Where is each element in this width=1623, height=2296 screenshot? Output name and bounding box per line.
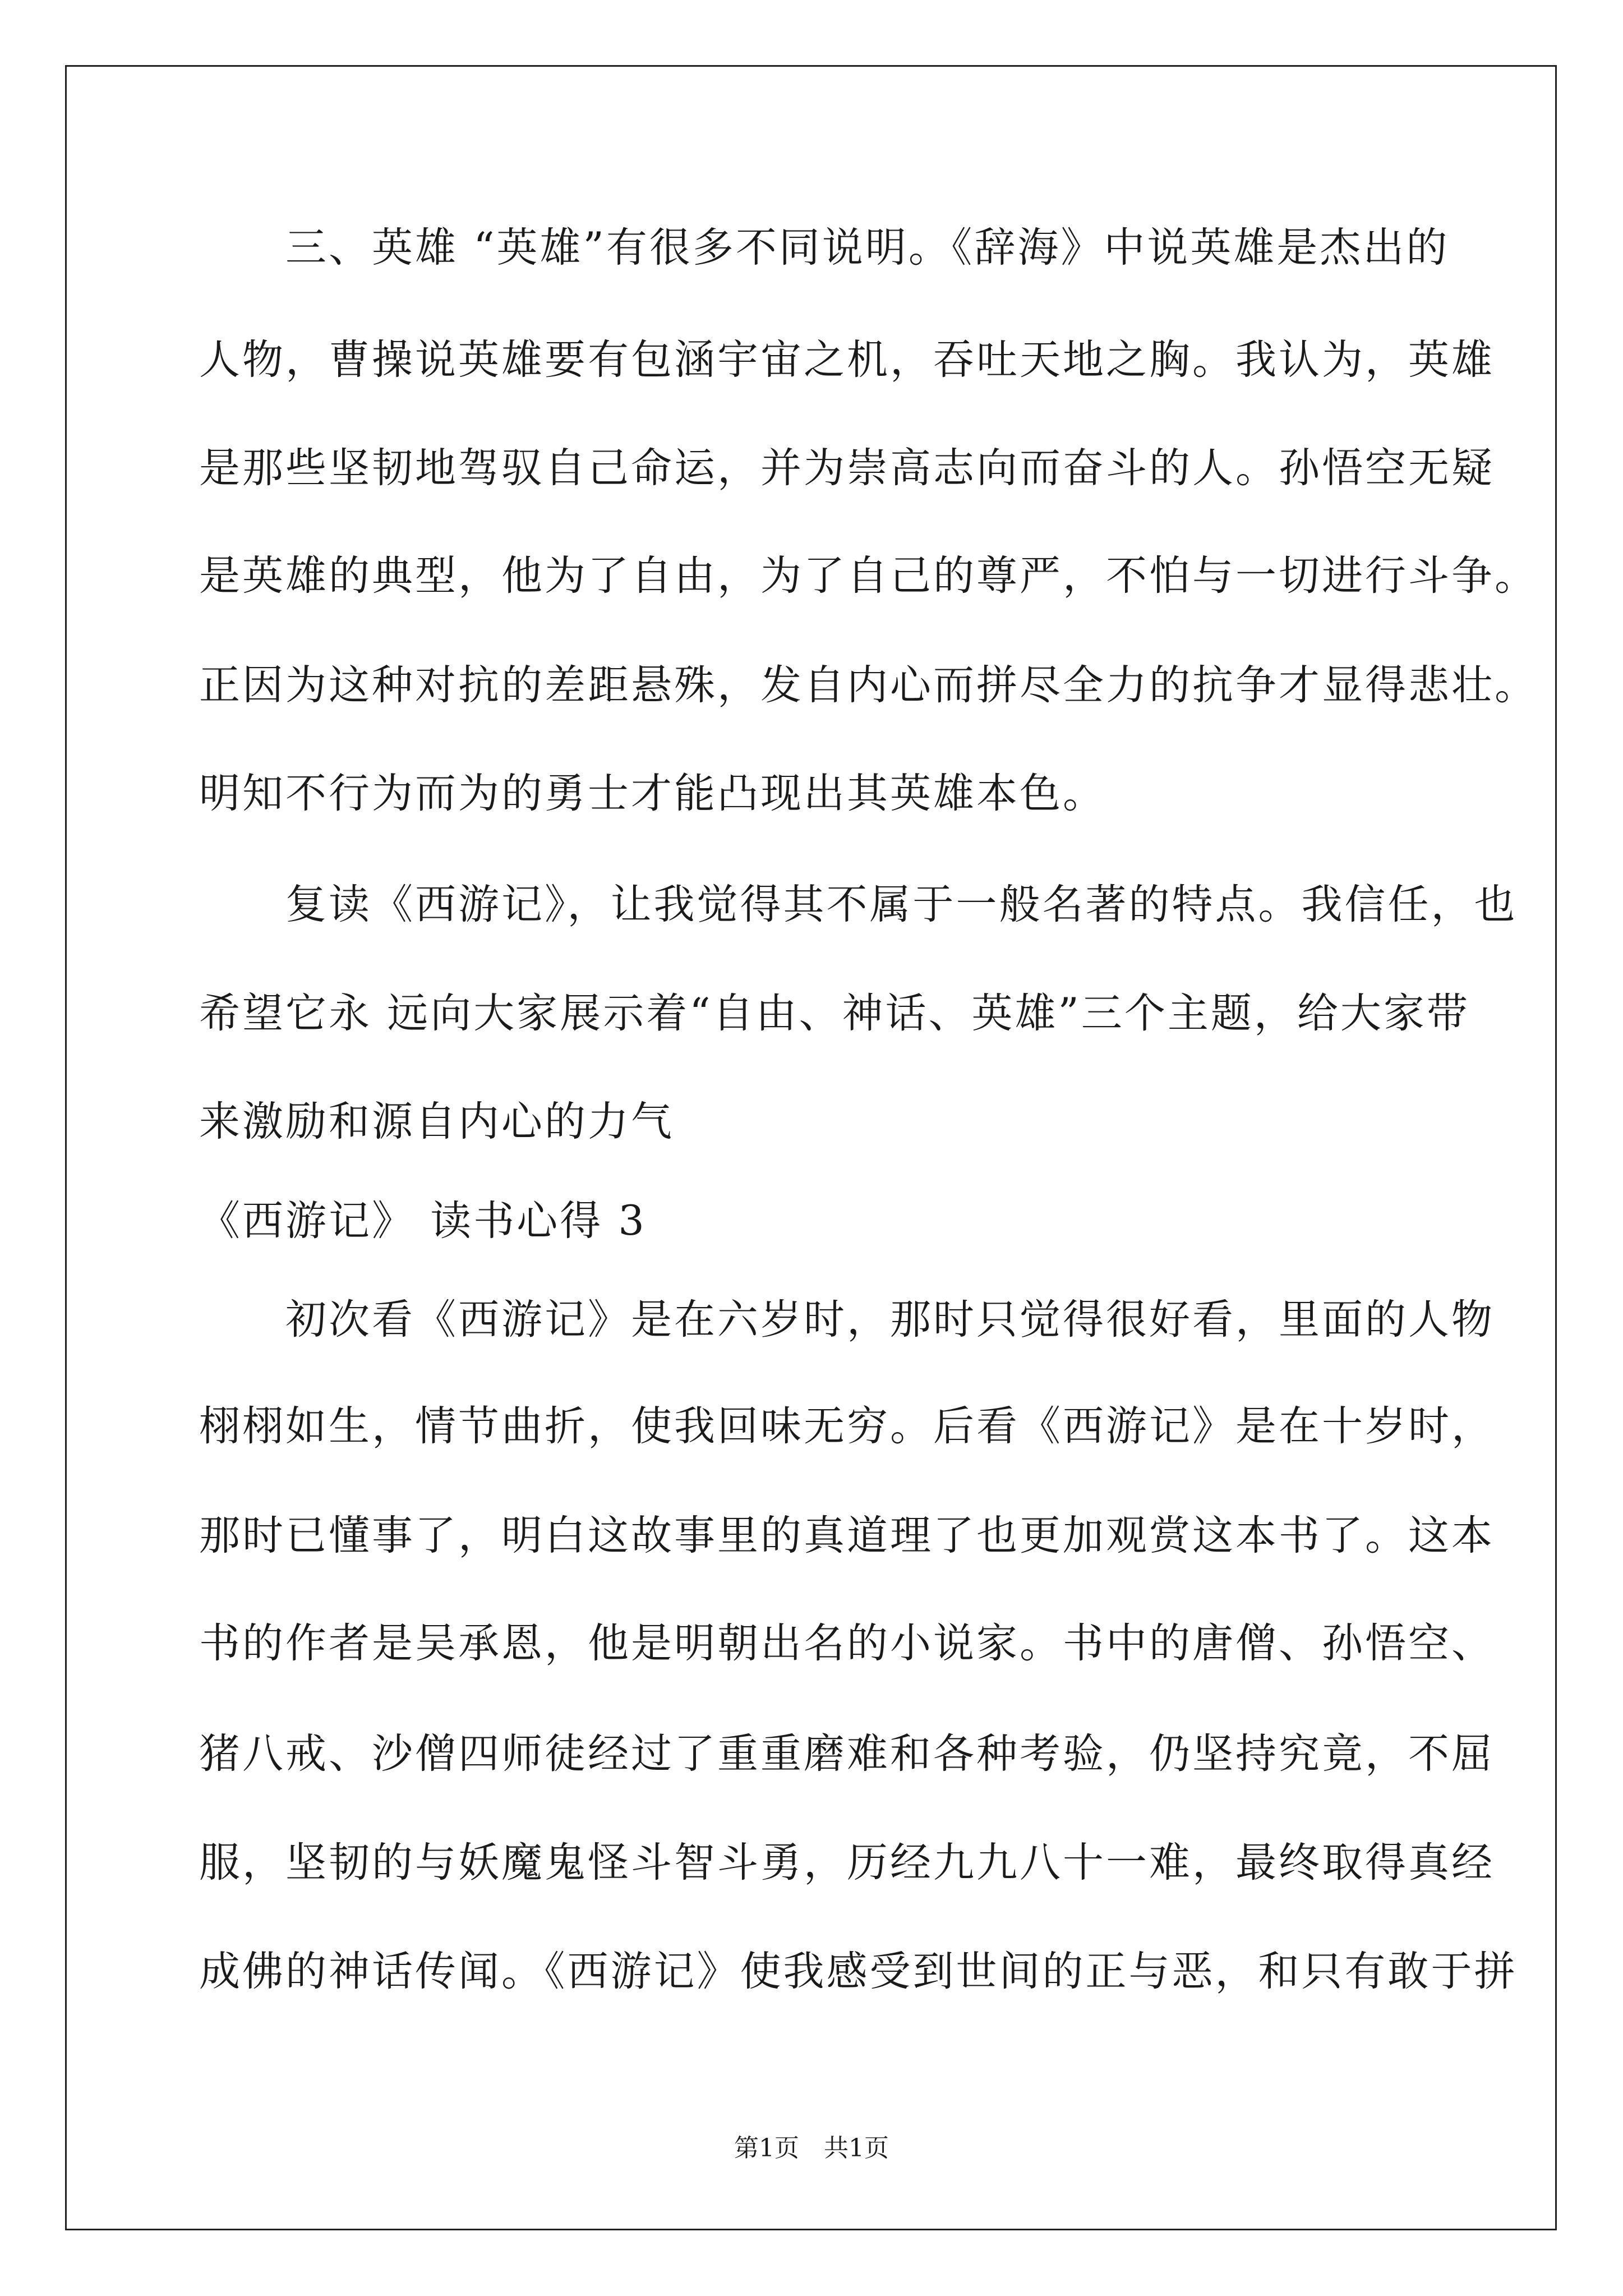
text-line: 来激励和源自内心的力气	[199, 1098, 674, 1145]
text-line: 明知不行为而为的勇士才能凸现出其英雄本色。	[199, 770, 1106, 817]
text-line: 三、英雄 “英雄”有很多不同说明。《辞海》中说英雄是杰出的	[199, 224, 1450, 272]
text-line: 是英雄的典型，他为了自由，为了自己的尊严，不怕与一切进行斗争。	[199, 552, 1538, 600]
text-line: 是那些坚韧地驾驭自己命运，并为崇高志向而奋斗的人。孙悟空无疑	[199, 444, 1495, 492]
text-line: 复读《西游记》，让我觉得其不属于一般名著的特点。我信任，也	[199, 881, 1518, 928]
text-line: 栩栩如生，情节曲折，使我回味无穷。后看《西游记》是在十岁时，	[199, 1402, 1495, 1450]
text-line: 书的作者是吴承恩，他是明朝出名的小说家。书中的唐僧、孙悟空、	[199, 1619, 1495, 1667]
text-line: 希望它永 远向大家展示着“自由、神话、英雄”三个主题，给大家带	[199, 990, 1470, 1037]
text-line: 人物，曹操说英雄要有包涵宇宙之机，吞吐天地之胸。我认为，英雄	[199, 336, 1495, 384]
page-footer: 第1页 共1页	[734, 2134, 889, 2162]
text-line: 猪八戒、沙僧四师徒经过了重重磨难和各种考验，仍坚持究竟，不屈	[199, 1730, 1495, 1778]
text-line: 成佛的神话传闻。《西游记》使我感受到世间的正与恶，和只有敢于拼	[199, 1948, 1518, 1995]
text-line: 正因为这种对抗的差距悬殊，发自内心而拼尽全力的抗争才显得悲壮。	[199, 661, 1538, 709]
text-line: 那时已懂事了，明白这故事里的真道理了也更加观赏这本书了。这本	[199, 1512, 1495, 1559]
section-heading: 《西游记》 读书心得 3	[199, 1197, 647, 1245]
text-line: 初次看《西游记》是在六岁时，那时只觉得很好看，里面的人物	[199, 1296, 1495, 1343]
text-line: 服，坚韧的与妖魔鬼怪斗智斗勇，历经九九八十一难，最终取得真经	[199, 1839, 1495, 1887]
